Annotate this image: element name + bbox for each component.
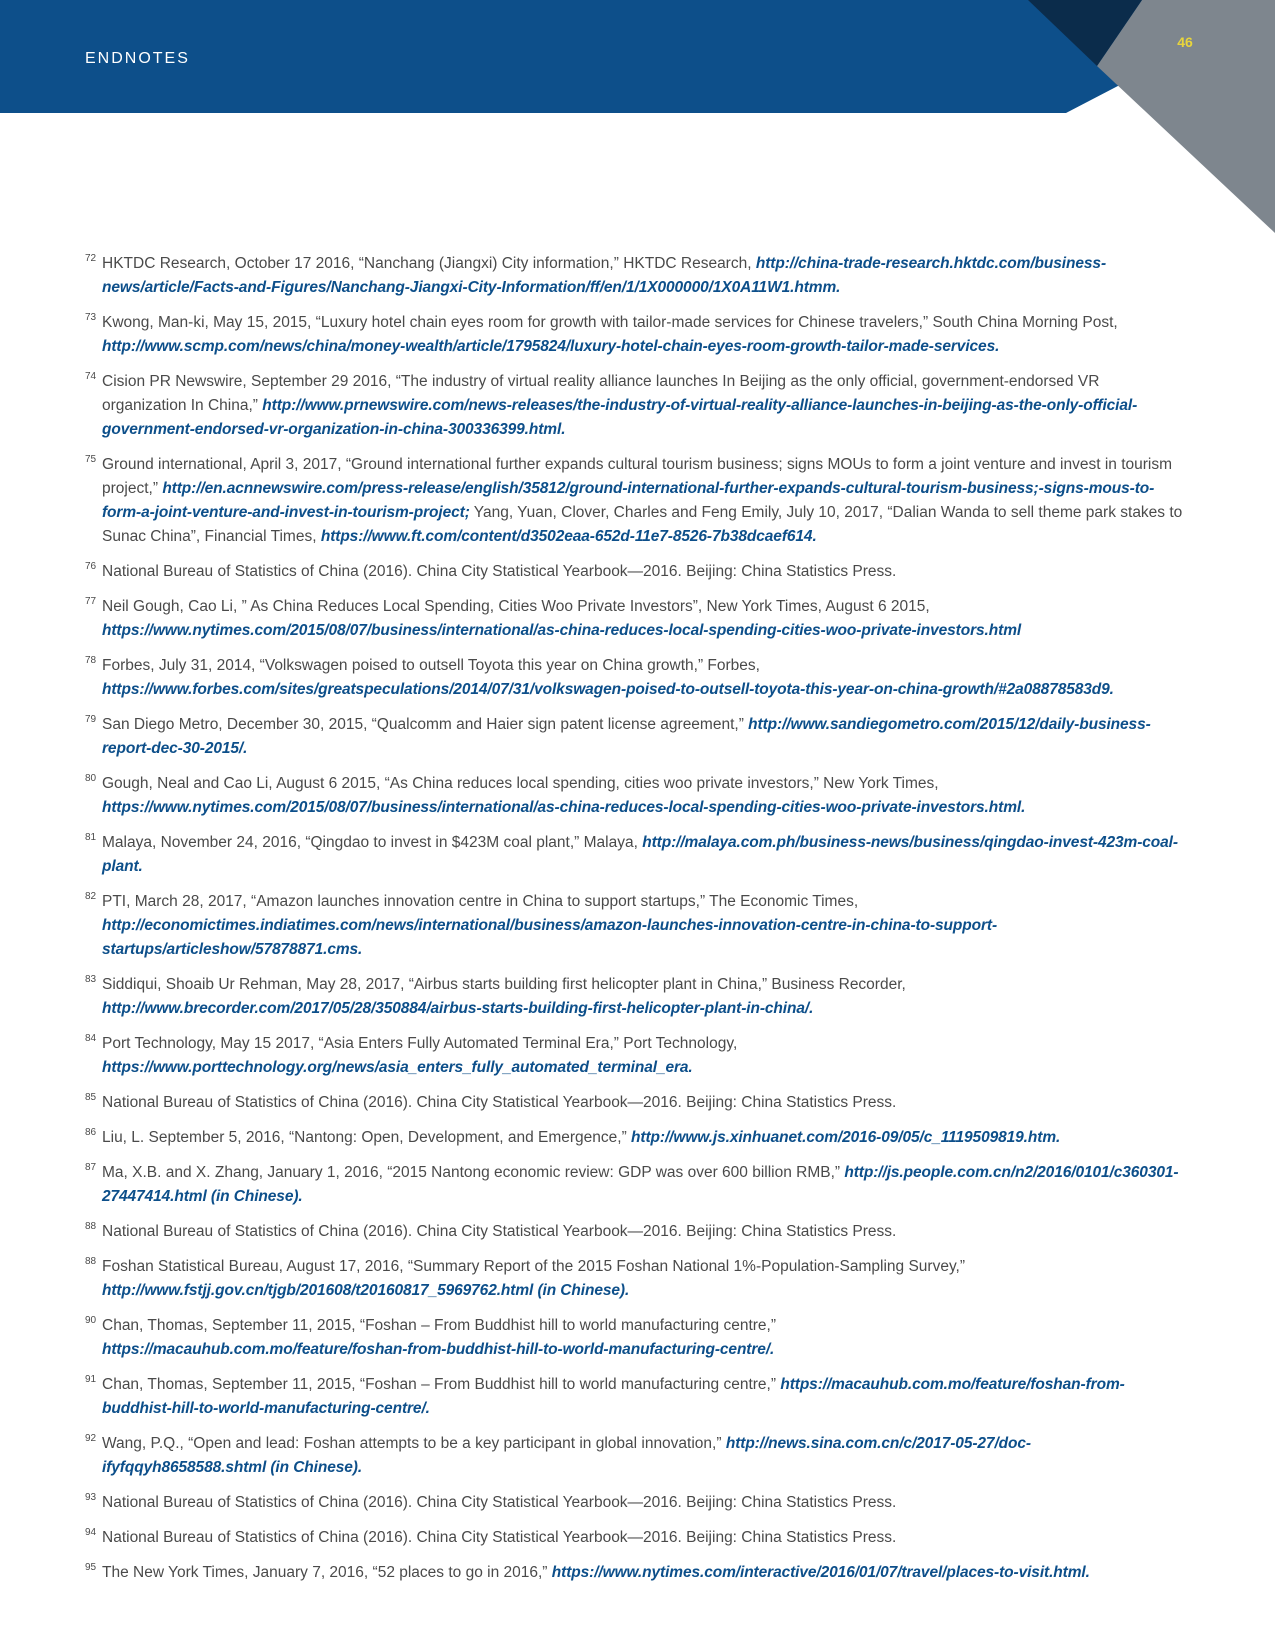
- endnote-77: [85, 595, 1185, 643]
- endnote-text: Wang, P.Q., “Open and lead: Foshan attempts to be a key participant in global innovation,”: [102, 1435, 726, 1452]
- endnote-number: 73: [85, 312, 97, 323]
- endnote-text: Foshan Statistical Bureau, August 17, 2016, “Summary Report of the 2015 Foshan National 1%-Population-Sampling Survey,”: [102, 1258, 966, 1275]
- section-title: ENDNOTES: [85, 50, 190, 67]
- endnote-link[interactable]: https://www.porttechnology.org/news/asia_enters_fully_automated_terminal_era.: [102, 1059, 693, 1076]
- endnote-text: National Bureau of Statistics of China (2016). China City Statistical Yearbook—2016. Beijing: China Statistics Press.: [102, 1494, 897, 1511]
- endnote-number: 94: [85, 1527, 97, 1538]
- endnote-number: 90: [85, 1315, 97, 1326]
- endnote-82: [85, 890, 1185, 962]
- endnote-text: Ground international, April 3, 2017, “Ground international further expands cultural tourism business; signs MOUs to form a joint venture and invest in tourism project,”: [102, 456, 1173, 497]
- endnote-text: Forbes, July 31, 2014, “Volkswagen poised to outsell Toyota this year on China growth,” Forbes,: [102, 657, 760, 674]
- endnote-text: The New York Times, January 7, 2016, “52 places to go in 2016,”: [102, 1564, 552, 1581]
- endnote-link[interactable]: https://www.nytimes.com/2015/08/07/business/international/as-china-reduces-local-spending-cities-woo-private-investors.html.: [102, 799, 1026, 816]
- endnote-86: [85, 1126, 1185, 1150]
- endnote-85: [85, 1091, 1185, 1115]
- endnote-number: 82: [85, 891, 97, 902]
- endnote-text: National Bureau of Statistics of China (2016). China City Statistical Yearbook—2016. Beijing: China Statistics Press.: [102, 1529, 897, 1546]
- endnote-84: [85, 1032, 1185, 1080]
- endnote-number: 77: [85, 596, 97, 607]
- endnote-text: Ma, X.B. and X. Zhang, January 1, 2016, “2015 Nantong economic review: GDP was over 600 billion RMB,”: [102, 1164, 845, 1181]
- endnote-text-continued: Yang, Yuan, Clover, Charles and Feng Emily, July 10, 2017, “Dalian Wanda to sell theme park stakes to Sunac China”, Financial Times,: [102, 504, 1183, 545]
- endnote-text: PTI, March 28, 2017, “Amazon launches innovation centre in China to support startups,” The Economic Times,: [102, 893, 859, 910]
- endnote-link[interactable]: http://www.brecorder.com/2017/05/28/350884/airbus-starts-building-first-helicopter-plant-in-china/.: [102, 1000, 814, 1017]
- endnote-93: [85, 1491, 1185, 1515]
- endnote-number: 81: [85, 832, 97, 843]
- endnote-link[interactable]: http://js.people.com.cn/n2/2016/0101/c360301-27447414.html (in Chinese).: [102, 1164, 1179, 1205]
- endnote-78: [85, 654, 1185, 702]
- endnote-94: [85, 1526, 1185, 1550]
- endnote-link[interactable]: https://macauhub.com.mo/feature/foshan-from-buddhist-hill-to-world-manufacturing-centre/.: [102, 1376, 1125, 1417]
- endnote-link[interactable]: http://economictimes.indiatimes.com/news/international/business/amazon-launches-innovation-centre-in-china-to-support-startups/articleshow/57878871.cms.: [102, 917, 998, 958]
- endnote-number: 78: [85, 655, 97, 666]
- endnote-83: [85, 973, 1185, 1021]
- endnote-link[interactable]: https://www.forbes.com/sites/greatspeculations/2014/07/31/volkswagen-poised-to-outsell-toyota-this-year-on-china-growth/#2a08878583d9.: [102, 681, 1114, 698]
- endnote-75: [85, 453, 1185, 549]
- endnote-text: National Bureau of Statistics of China (2016). China City Statistical Yearbook—2016. Beijing: China Statistics Press.: [102, 1094, 897, 1111]
- endnote-number: 72: [85, 253, 97, 264]
- endnote-link[interactable]: http://www.fstjj.gov.cn/tjgb/201608/t20160817_5969762.html (in Chinese).: [102, 1282, 630, 1299]
- endnote-90: [85, 1314, 1185, 1362]
- endnote-text: National Bureau of Statistics of China (2016). China City Statistical Yearbook—2016. Beijing: China Statistics Press.: [102, 563, 897, 580]
- endnote-text: Gough, Neal and Cao Li, August 6 2015, “As China reduces local spending, cities woo private investors,” New York Times,: [102, 775, 939, 792]
- endnote-number: 93: [85, 1492, 97, 1503]
- endnote-number: 74: [85, 371, 97, 382]
- endnote-link[interactable]: https://macauhub.com.mo/feature/foshan-from-buddhist-hill-to-world-manufacturing-centre/.: [102, 1341, 775, 1358]
- endnote-number: 83: [85, 974, 97, 985]
- endnote-92: [85, 1432, 1185, 1480]
- endnote-text: San Diego Metro, December 30, 2015, “Qualcomm and Haier sign patent license agreement,”: [102, 716, 749, 733]
- endnote-text: HKTDC Research, October 17 2016, “Nanchang (Jiangxi) City information,” HKTDC Research,: [102, 255, 756, 272]
- endnote-text: Port Technology, May 15 2017, “Asia Enters Fully Automated Terminal Era,” Port Technology,: [102, 1035, 738, 1052]
- endnote-74: [85, 370, 1185, 442]
- endnote-text: Malaya, November 24, 2016, “Qingdao to invest in $423M coal plant,” Malaya,: [102, 834, 643, 851]
- endnote-number: 84: [85, 1033, 97, 1044]
- endnote-number: 79: [85, 714, 97, 725]
- endnote-87: [85, 1161, 1185, 1209]
- endnote-number: 75: [85, 454, 97, 465]
- endnote-number: 80: [85, 773, 97, 784]
- endnote-number: 85: [85, 1092, 97, 1103]
- endnote-number: 87: [85, 1162, 97, 1173]
- endnote-80: [85, 772, 1185, 820]
- endnote-81: [85, 831, 1185, 879]
- endnote-76: [85, 560, 1185, 584]
- endnote-text: Kwong, Man-ki, May 15, 2015, “Luxury hotel chain eyes room for growth with tailor-made services for Chinese travelers,” South China Morning Post,: [102, 314, 1118, 331]
- endnotes-list: [85, 252, 1185, 1596]
- page-number: 46: [1177, 34, 1193, 50]
- endnote-text: Cision PR Newswire, September 29 2016, “The industry of virtual reality alliance launches In Beijing as the only official, government-endorsed VR organization In China,”: [102, 373, 1100, 414]
- endnote-number: 91: [85, 1374, 97, 1385]
- endnote-link[interactable]: http://www.scmp.com/news/china/money-wealth/article/1795824/luxury-hotel-chain-eyes-room-growth-tailor-made-services.: [102, 338, 1000, 355]
- endnote-91: [85, 1373, 1185, 1421]
- endnote-link[interactable]: http://www.sandiegometro.com/2015/12/daily-business-report-dec-30-2015/.: [102, 716, 1151, 757]
- endnote-link-second[interactable]: https://www.ft.com/content/d3502eaa-652d-11e7-8526-7b38dcaef614.: [320, 528, 817, 545]
- endnote-link[interactable]: http://malaya.com.ph/business-news/business/qingdao-invest-423m-coal-plant.: [102, 834, 1178, 875]
- endnote-number: 95: [85, 1562, 97, 1573]
- endnote-88-foshan: [85, 1255, 1185, 1303]
- endnote-number: 88: [85, 1256, 97, 1267]
- endnote-95: [85, 1561, 1185, 1585]
- endnote-text: Neil Gough, Cao Li, ” As China Reduces Local Spending, Cities Woo Private Investors”, New York Times, August 6 2015,: [102, 598, 930, 615]
- endnote-link[interactable]: http://www.js.xinhuanet.com/2016-09/05/c_1119509819.htm.: [631, 1129, 1061, 1146]
- endnote-text: Siddiqui, Shoaib Ur Rehman, May 28, 2017, “Airbus starts building first helicopter plant in China,” Business Recorder,: [102, 976, 906, 993]
- endnote-link[interactable]: https://www.nytimes.com/interactive/2016/01/07/travel/places-to-visit.html.: [551, 1564, 1090, 1581]
- endnote-text: Chan, Thomas, September 11, 2015, “Foshan – From Buddhist hill to world manufacturing centre,”: [102, 1376, 781, 1393]
- endnote-88: [85, 1220, 1185, 1244]
- endnote-79: [85, 713, 1185, 761]
- endnote-73: [85, 311, 1185, 359]
- endnote-number: 86: [85, 1127, 97, 1138]
- endnote-text: Liu, L. September 5, 2016, “Nantong: Open, Development, and Emergence,”: [102, 1129, 632, 1146]
- endnote-link[interactable]: http://news.sina.com.cn/c/2017-05-27/doc-ifyfqqyh8658588.shtml (in Chinese).: [102, 1435, 1031, 1476]
- endnote-text: Chan, Thomas, September 11, 2015, “Foshan – From Buddhist hill to world manufacturing centre,”: [102, 1317, 777, 1334]
- endnote-number: 92: [85, 1433, 97, 1444]
- endnote-link[interactable]: http://china-trade-research.hktdc.com/business-news/article/Facts-and-Figures/Nanchang-Jiangxi-City-Information/ff/en/1/1X000000/1X0A11W1.htmm.: [102, 255, 1107, 296]
- endnote-number: 88: [85, 1221, 97, 1232]
- endnote-72: [85, 252, 1185, 300]
- endnote-text: National Bureau of Statistics of China (2016). China City Statistical Yearbook—2016. Beijing: China Statistics Press.: [102, 1223, 897, 1240]
- endnote-link[interactable]: http://www.prnewswire.com/news-releases/the-industry-of-virtual-reality-alliance-launches-in-beijing-as-the-only-official-government-endorsed-vr-organization-in-china-300336399.html.: [102, 397, 1138, 438]
- endnote-number: 76: [85, 561, 97, 572]
- endnote-link[interactable]: http://en.acnnewswire.com/press-release/english/35812/ground-international-further-expands-cultural-tourism-business;-signs-mous-to-form-a-joint-venture-and-invest-in-tourism-project;: [102, 480, 1155, 521]
- endnote-link[interactable]: https://www.nytimes.com/2015/08/07/business/international/as-china-reduces-local-spending-cities-woo-private-investors.html: [102, 622, 1022, 639]
